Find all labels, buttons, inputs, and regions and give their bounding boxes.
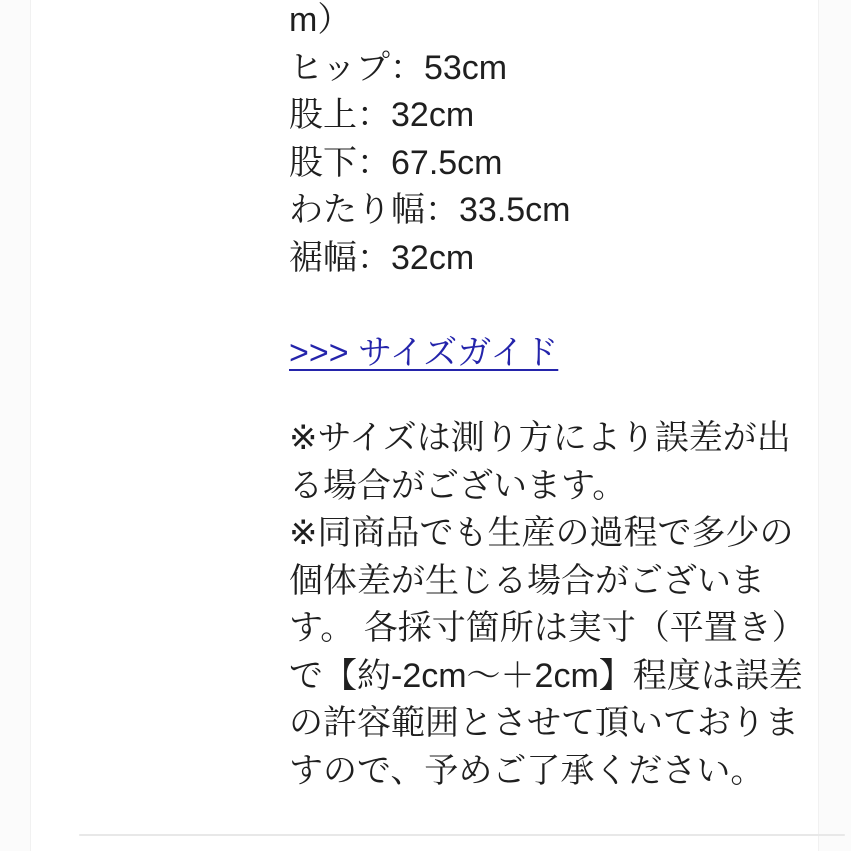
measurement-value: 53cm	[423, 48, 508, 87]
note-line: すので、予めご了承ください。	[289, 751, 765, 790]
product-size-panel	[30, 0, 819, 851]
note-line: す。 各採寸箇所は実寸（平置き）	[289, 609, 806, 647]
measurement-label: わたり幅	[289, 191, 425, 229]
measurement-label: 股上	[289, 96, 357, 134]
measurement-value: 32cm	[391, 96, 475, 134]
measurement-label: 裾幅	[289, 238, 357, 277]
note-line: ※同商品でも生産の過程で多少の	[289, 514, 794, 552]
measurement-value: 32cm	[391, 238, 475, 277]
measurement-separator: ：	[425, 191, 459, 229]
measurement-row-rise	[289, 92, 814, 140]
measurement-row-hem-width	[289, 235, 814, 283]
note-line: る場合がございます。	[289, 466, 627, 505]
measurement-separator: ：	[357, 143, 391, 182]
note-line: で【約-2cm〜＋2cm】程度は誤差	[289, 656, 803, 695]
measurement-row-inseam	[289, 140, 814, 188]
measurement-value: 67.5cm	[391, 143, 503, 182]
size-guide-row	[289, 330, 814, 378]
measurement-value: 33.5cm	[459, 191, 571, 229]
size-info-block	[289, 0, 814, 795]
size-notes-block	[289, 415, 814, 795]
measurement-label: ヒップ	[289, 48, 390, 87]
note-line: 個体差が生じる場合がございま	[289, 561, 765, 600]
measurement-label: 股下	[289, 143, 357, 182]
measurement-row-thigh-width	[289, 187, 814, 235]
section-divider	[79, 834, 845, 836]
measurement-separator: ：	[357, 96, 391, 134]
wrapped-measurement-line: m）	[289, 1, 352, 39]
measurement-separator: ：	[357, 238, 391, 277]
size-guide-link[interactable]: >>> サイズガイド	[289, 333, 559, 372]
measurement-row-hip	[289, 45, 814, 93]
measurement-separator: ：	[389, 48, 424, 87]
note-line: の許容範囲とさせて頂いておりま	[289, 704, 799, 742]
note-line: ※サイズは測り方により誤差が出	[289, 419, 791, 457]
